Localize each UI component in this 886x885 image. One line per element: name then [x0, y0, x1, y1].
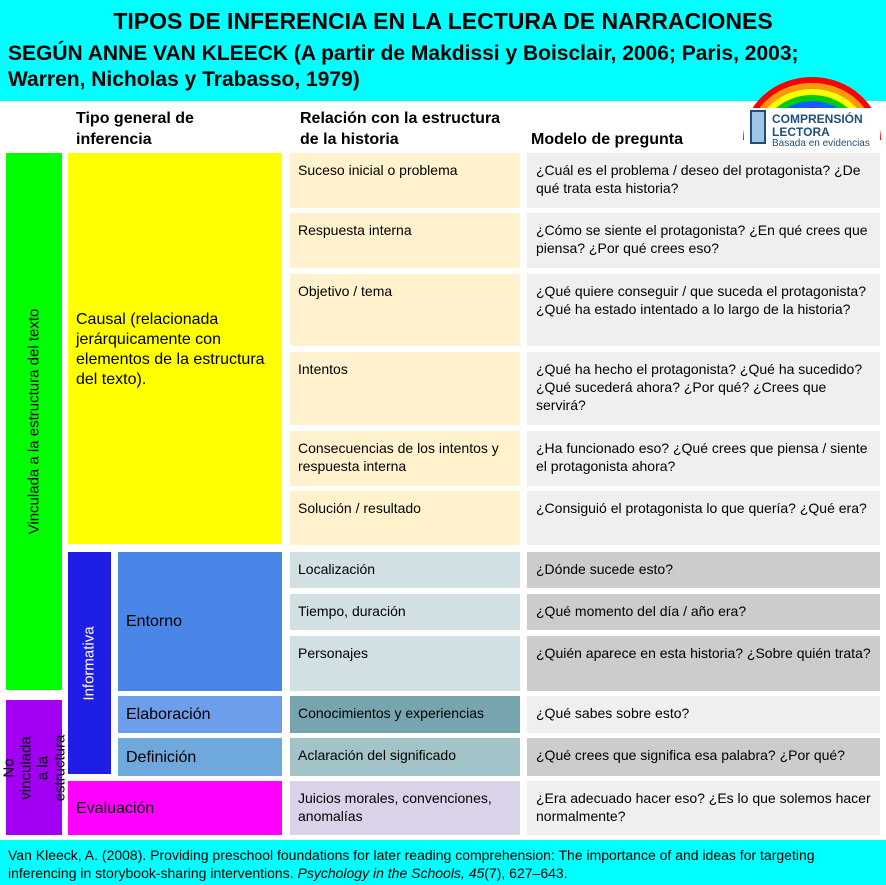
logo-line3: Basada en evidencias	[772, 138, 870, 149]
comprension-lectora-logo	[742, 70, 882, 154]
pregunta-cell-1: ¿Cuál es el problema / deseo del protagonista? ¿De qué trata esta historia?	[527, 153, 880, 208]
pregunta-cell-5: ¿Ha funcionado eso? ¿Qué crees que piensa / siente el protagonista ahora?	[527, 431, 880, 486]
relacion-cell-8: Tiempo, duración	[290, 594, 520, 630]
pregunta-cell-4: ¿Qué ha hecho el protagonista? ¿Qué ha sucedido? ¿Qué sucederá ahora? ¿Por qué? ¿Crees que servirá?	[527, 352, 880, 425]
entorno-block	[118, 552, 282, 691]
definicion-label: Definición	[126, 749, 197, 766]
footer-citation	[0, 840, 886, 885]
elaboracion-block	[118, 696, 282, 733]
pregunta-cell-2: ¿Cómo se siente el protagonista? ¿En qué crees que piensa? ¿Por qué crees eso?	[527, 213, 880, 268]
evaluacion-block	[68, 781, 282, 835]
relacion-cell-9: Personajes	[290, 636, 520, 691]
pregunta-cell-10: ¿Qué sabes sobre esto?	[527, 696, 880, 733]
pregunta-cell-8: ¿Qué momento del día / año era?	[527, 594, 880, 630]
citation-journal: Psychology in the Schools, 45	[297, 865, 485, 881]
pregunta-cell-7: ¿Dónde sucede esto?	[527, 552, 880, 588]
relacion-cell-12: Juicios morales, convenciones, anomalías	[290, 781, 520, 835]
pregunta-cell-9: ¿Quién aparece en esta historia? ¿Sobre quién trata?	[527, 636, 880, 691]
elaboracion-label: Elaboración	[126, 706, 211, 723]
pregunta-cell-11: ¿Qué crees que significa esa palabra? ¿Por qué?	[527, 738, 880, 776]
definicion-block	[118, 738, 282, 776]
informativa-band	[68, 552, 111, 774]
evaluacion-label: Evaluación	[76, 800, 155, 817]
pregunta-cell-12: ¿Era adecuado hacer eso? ¿Es lo que solemos hacer normalmente?	[527, 781, 880, 835]
col-header-relacion: Relación con la estructura de la historia	[300, 110, 501, 148]
relacion-cell-7: Localización	[290, 552, 520, 588]
relacion-cell-2: Respuesta interna	[290, 213, 520, 268]
citation-text: Van Kleeck, A. (2008). Providing preschool foundations for later reading comprehension: The importance of and ideas for targeting inferencing in storybook-sharing interventions.	[8, 847, 815, 881]
relacion-cell-10: Conocimientos y experiencias	[290, 696, 520, 733]
vinculada-label: Vinculada a la estructura del texto	[25, 308, 43, 535]
page-title: TIPOS DE INFERENCIA EN LA LECTURA DE NARRACIONES	[113, 8, 773, 34]
relacion-cell-3: Objetivo / tema	[290, 274, 520, 346]
relacion-cell-5: Consecuencias de los intentos y respuesta interna	[290, 431, 520, 486]
relacion-cell-1: Suceso inicial o problema	[290, 153, 520, 208]
no-vinculada-label: No vinculada a la estructura	[0, 734, 68, 801]
causal-label: Causal (relacionada jerárquicamente con elementos de la estructura del texto).	[76, 311, 265, 388]
no-vinculada-band	[0, 700, 68, 835]
page-subtitle: SEGÚN ANNE VAN KLEECK (A partir de Makdissi y Boisclair, 2006; Paris, 2003; Warren, Nicholas y Trabasso, 1979)	[8, 42, 799, 91]
relacion-cell-11: Aclaración del significado	[290, 738, 520, 776]
informativa-label: Informativa	[81, 625, 99, 701]
pregunta-cell-3: ¿Qué quiere conseguir / que suceda el protagonista? ¿Qué ha estado intentado a lo largo de la historia?	[527, 274, 880, 346]
pregunta-cell-6: ¿Consiguió el protagonista lo que quería? ¿Qué era?	[527, 491, 880, 545]
relacion-cell-6: Solución / resultado	[290, 491, 520, 545]
col-header-tipo: Tipo general de inferencia	[76, 110, 194, 148]
causal-block	[68, 153, 282, 544]
vinculada-band	[6, 153, 62, 690]
relacion-cell-4: Intentos	[290, 352, 520, 425]
logo-line1: COMPRENSIÓN	[772, 112, 863, 126]
logo-line2: LECTORA	[772, 125, 830, 139]
col-header-modelo: Modelo de pregunta	[531, 131, 683, 148]
citation-issue: (7), 627–643.	[484, 865, 568, 881]
entorno-label: Entorno	[126, 613, 183, 630]
